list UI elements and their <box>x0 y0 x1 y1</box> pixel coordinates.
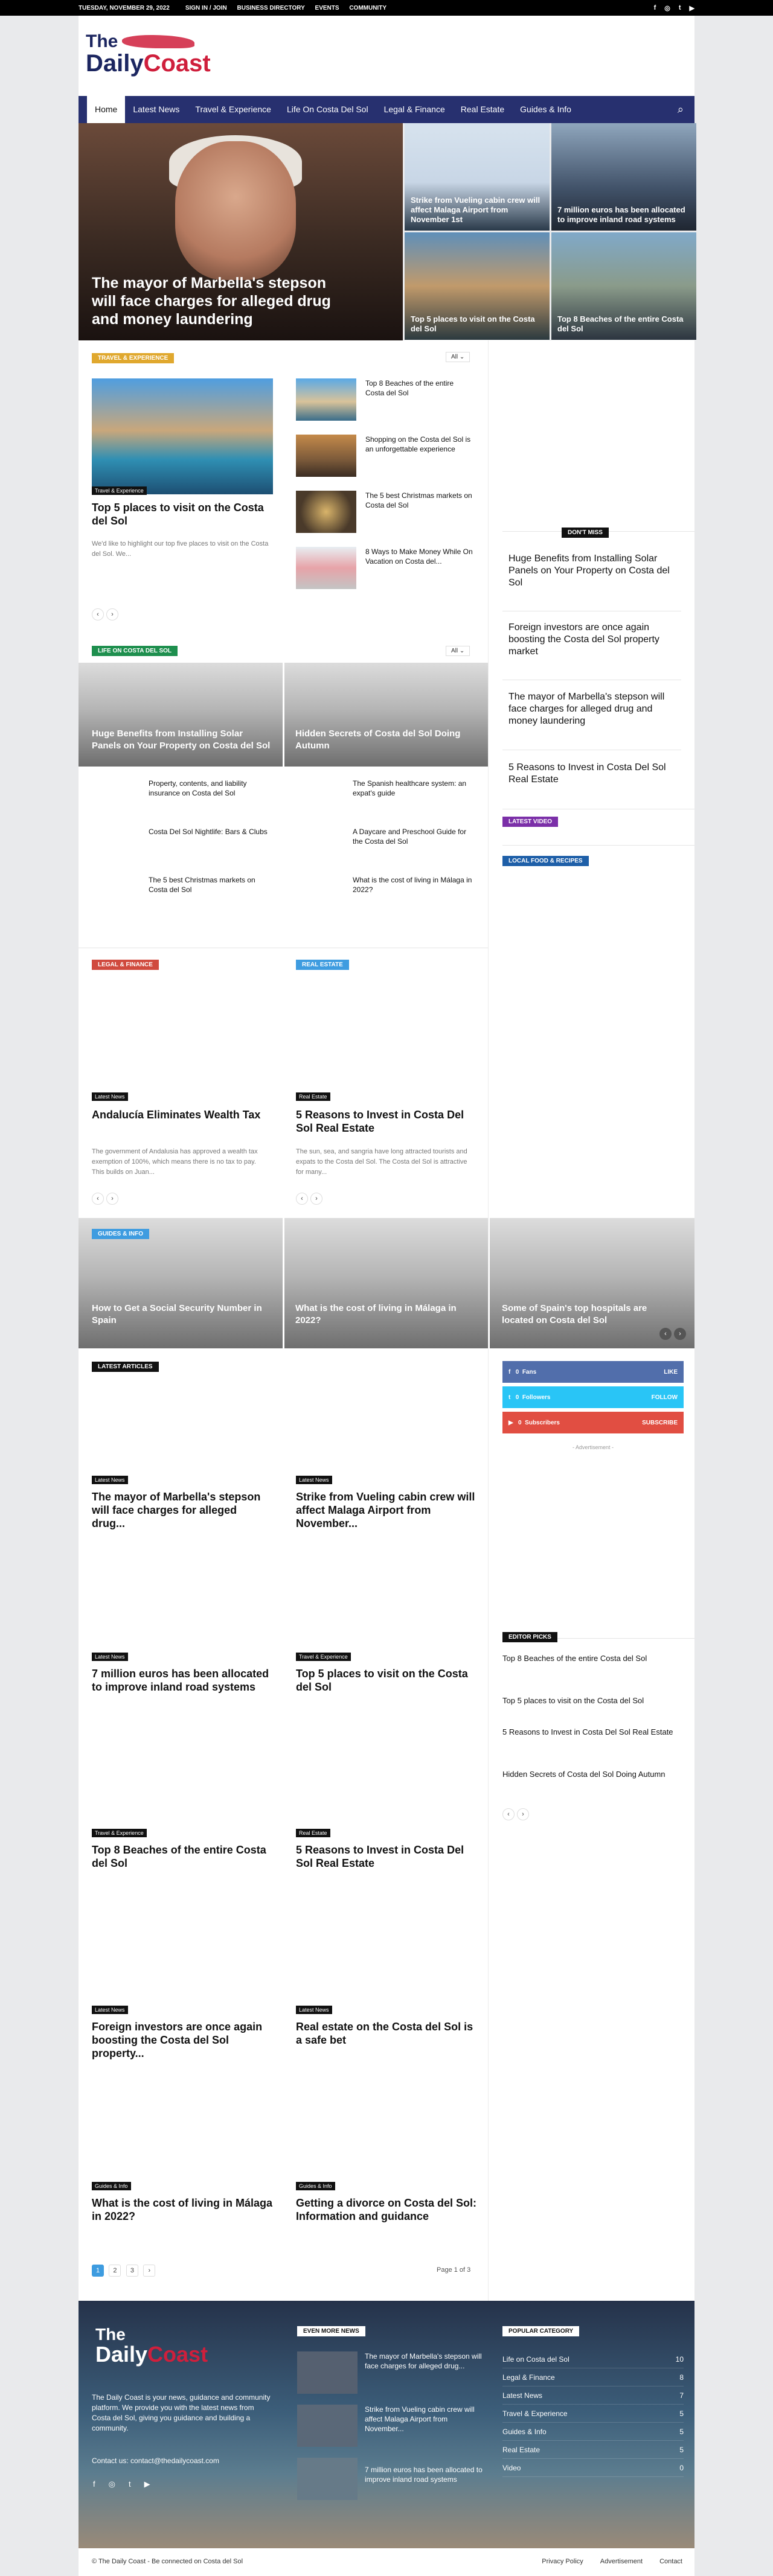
list-item[interactable]: Costa Del Sol Nightlife: Bars & Clubs <box>149 827 268 836</box>
article-title[interactable]: Getting a divorce on Costa del Sol: Information and guidance <box>296 2197 477 2222</box>
feature-title[interactable]: Hidden Secrets of Costa del Sol Doing Autumn <box>295 728 461 751</box>
category-tag[interactable]: Latest News <box>92 1653 128 1661</box>
fans-count: 0 <box>515 1368 519 1376</box>
category-item[interactable] <box>502 2459 684 2477</box>
subscribers-label: Subscribers <box>525 1419 560 1426</box>
category-tag[interactable]: Travel & Experience <box>296 1653 351 1661</box>
category-tag[interactable]: Real Estate <box>296 1092 330 1101</box>
travel-main-title[interactable]: Top 5 places to visit on the Costa del Sol <box>92 502 264 527</box>
list-item[interactable]: 8 Ways to Make Money While On Vacation on Costa del... <box>365 547 473 566</box>
prev-button[interactable]: ‹ <box>296 1193 308 1205</box>
facebook-icon[interactable]: f <box>93 2479 95 2488</box>
category-list <box>502 2350 684 2477</box>
subscribe-label[interactable]: SUBSCRIBE <box>642 1419 678 1426</box>
twitter-icon[interactable]: t <box>678 4 681 11</box>
facebook-icon: f <box>508 1368 511 1376</box>
article-title[interactable]: Andalucía Eliminates Wealth Tax <box>92 1109 261 1121</box>
guide-card[interactable] <box>284 1218 488 1348</box>
category-count: 5 <box>679 2446 684 2454</box>
next-button[interactable]: › <box>106 1193 118 1205</box>
twitter-follow-button[interactable] <box>502 1386 684 1408</box>
category-name: Life on Costa del Sol <box>502 2355 569 2364</box>
list-thumb[interactable] <box>296 378 356 421</box>
hero-image-face <box>175 141 296 280</box>
nav-travel[interactable]: Travel & Experience <box>195 104 271 114</box>
editor-pick[interactable]: Top 8 Beaches of the entire Costa del Sol <box>502 1654 647 1663</box>
youtube-icon[interactable]: ▶ <box>689 4 694 12</box>
editor-pick[interactable]: 5 Reasons to Invest in Costa Del Sol Real Estate <box>502 1727 673 1736</box>
list-thumb[interactable] <box>296 491 356 533</box>
page-info: Page 1 of 3 <box>437 2266 471 2274</box>
article-image[interactable] <box>296 1732 477 1829</box>
article-title[interactable]: Top 5 places to visit on the Costa del Sol <box>296 1668 468 1693</box>
article-title[interactable]: The mayor of Marbella's stepson will face charges for alleged drug... <box>92 1491 261 1529</box>
prev-button[interactable]: ‹ <box>659 1328 672 1340</box>
category-item[interactable] <box>502 2350 684 2368</box>
section-badge: REAL ESTATE <box>296 960 349 970</box>
article-title[interactable]: Real estate on the Costa del Sol is a safe bet <box>296 2021 473 2046</box>
article-title[interactable]: 7 million euros has been allocated to improve inland road systems <box>92 1668 269 1693</box>
subscribers-count: 0 <box>518 1419 522 1426</box>
twitter-icon: t <box>508 1394 511 1401</box>
pagination <box>92 2265 158 2277</box>
bottom-bar <box>79 2548 694 2576</box>
article-image[interactable] <box>92 1379 273 1476</box>
feature-title[interactable]: Huge Benefits from Installing Solar Panels on Your Property on Costa del Sol <box>92 728 271 751</box>
article-title[interactable]: 5 Reasons to Invest in Costa Del Sol Real Estate <box>296 1844 464 1869</box>
list-item[interactable]: Shopping on the Costa del Sol is an unforgettable experience <box>365 435 471 453</box>
more-news-item[interactable]: 7 million euros has been allocated to improve inland road systems <box>365 2466 483 2484</box>
sign-in-link[interactable]: SIGN IN / JOIN <box>185 4 227 11</box>
editor-pick[interactable]: Top 5 places to visit on the Costa del Sol <box>502 1696 644 1705</box>
guide-pager <box>659 1328 688 1340</box>
filter-label: All <box>451 648 458 654</box>
footer-social <box>93 2479 150 2489</box>
guide-title[interactable]: How to Get a Social Security Number in Spain <box>92 1303 262 1325</box>
section-badge: EDITOR PICKS <box>502 1632 557 1642</box>
instagram-icon[interactable]: ◎ <box>108 2479 115 2488</box>
category-name: Guides & Info <box>502 2428 547 2436</box>
category-tag[interactable]: Guides & Info <box>92 2182 131 2190</box>
article-image[interactable] <box>296 1909 477 2006</box>
nav-latest-news[interactable]: Latest News <box>133 104 180 114</box>
more-news-item[interactable]: Strike from Vueling cabin crew will affect Malaga Airport from November... <box>365 2405 475 2433</box>
category-count: 0 <box>679 2464 684 2472</box>
list-item[interactable]: The 5 best Christmas markets on Costa del Sol <box>149 876 255 894</box>
main-nav <box>79 96 694 123</box>
article-image[interactable] <box>92 1556 273 1653</box>
filter-dropdown[interactable]: All ⌄ <box>446 352 470 362</box>
category-name: Travel & Experience <box>502 2409 568 2418</box>
guide-title[interactable]: What is the cost of living in Málaga in 2022? <box>295 1303 457 1325</box>
events-link[interactable]: EVENTS <box>315 4 339 11</box>
article-image[interactable] <box>296 1556 477 1653</box>
section-badge: LEGAL & FINANCE <box>92 960 159 970</box>
category-tag[interactable]: Latest News <box>296 1476 332 1484</box>
logo-the: The <box>86 31 118 51</box>
hero-tile-title[interactable]: Top 5 places to visit on the Costa del Sol <box>411 314 535 333</box>
category-item[interactable] <box>502 2405 684 2423</box>
advertisement-link[interactable]: Advertisement <box>600 2558 643 2565</box>
next-button[interactable]: › <box>106 608 118 620</box>
youtube-subscribe-button[interactable] <box>502 1412 684 1433</box>
category-count: 8 <box>679 2373 684 2382</box>
category-tag[interactable]: Travel & Experience <box>92 1829 147 1837</box>
followers-label: Followers <box>522 1394 551 1401</box>
advertisement-label: - Advertisement - <box>572 1444 614 1450</box>
category-name: Video <box>502 2464 521 2472</box>
top-bar <box>0 0 773 16</box>
guide-card[interactable] <box>79 1218 283 1348</box>
business-directory-link[interactable]: BUSINESS DIRECTORY <box>237 4 305 11</box>
section-badge: TRAVEL & EXPERIENCE <box>92 353 174 363</box>
hero-main-title[interactable]: The mayor of Marbella's stepson will face charges for alleged drug and money laundering <box>92 275 331 328</box>
section-badge: EVEN MORE NEWS <box>297 2326 365 2336</box>
top-social <box>654 4 694 12</box>
more-thumb[interactable] <box>297 2458 358 2500</box>
list-item[interactable]: The Spanish healthcare system: an expat's guide <box>353 779 467 797</box>
follow-label[interactable]: FOLLOW <box>651 1394 678 1401</box>
article-image[interactable] <box>296 1379 477 1476</box>
community-link[interactable]: COMMUNITY <box>349 4 386 11</box>
page-3[interactable]: 3 <box>126 2265 138 2277</box>
footer-about: The Daily Coast is your news, guidance and community platform. We provide you with the latest news from Costa del Sol, giving you guidance and building a community. <box>92 2393 271 2432</box>
article-title[interactable]: Foreign investors are once again boosting the Costa del Sol property... <box>92 2021 263 2059</box>
hero-tile-title[interactable]: Strike from Vueling cabin crew will affect Malaga Airport from November 1st <box>411 196 540 224</box>
category-item[interactable] <box>502 2386 684 2405</box>
list-item[interactable]: A Daycare and Preschool Guide for the Costa del Sol <box>353 827 467 846</box>
page-1[interactable]: 1 <box>92 2265 104 2277</box>
prev-button[interactable]: ‹ <box>92 608 104 620</box>
more-thumb[interactable] <box>297 2351 358 2394</box>
category-tag[interactable]: Travel & Experience <box>92 486 147 495</box>
top-links <box>185 5 395 11</box>
hero-tile-title[interactable]: 7 million euros has been allocated to improve inland road systems <box>557 205 685 224</box>
hero-tile-title[interactable]: Top 8 Beaches of the entire Costa del Sol <box>557 314 684 333</box>
facebook-icon[interactable]: f <box>653 4 656 11</box>
youtube-icon: ▶ <box>508 1419 513 1426</box>
travel-main-image[interactable] <box>92 378 273 494</box>
page-2[interactable]: 2 <box>109 2265 121 2277</box>
next-button[interactable]: › <box>517 1808 529 1820</box>
category-count: 5 <box>679 2409 684 2418</box>
divider <box>502 845 694 846</box>
editor-pick[interactable]: Hidden Secrets of Costa del Sol Doing Autumn <box>502 1770 666 1779</box>
list-thumb[interactable] <box>296 547 356 589</box>
footer <box>79 2301 694 2548</box>
search-icon[interactable]: ⌕ <box>677 103 684 115</box>
guide-card[interactable] <box>490 1218 694 1348</box>
next-button[interactable]: › <box>674 1328 686 1340</box>
nav-life[interactable]: Life On Costa Del Sol <box>286 104 368 114</box>
like-label[interactable]: LIKE <box>664 1368 678 1376</box>
hero-tile[interactable] <box>551 232 696 340</box>
section-badge: POPULAR CATEGORY <box>502 2326 579 2336</box>
hero-grid <box>79 123 694 340</box>
fans-label: Fans <box>522 1368 537 1376</box>
prev-button[interactable]: ‹ <box>92 1193 104 1205</box>
contact-link[interactable]: Contact <box>659 2558 682 2565</box>
article-image[interactable] <box>92 2085 273 2182</box>
section-badge: LOCAL FOOD & RECIPES <box>502 856 589 866</box>
category-item[interactable] <box>502 2423 684 2441</box>
facebook-follow-button[interactable] <box>502 1361 684 1383</box>
hero-main[interactable] <box>79 123 403 340</box>
list-item[interactable]: Top 8 Beaches of the entire Costa del Sol <box>365 379 454 397</box>
article-title[interactable]: Top 8 Beaches of the entire Costa del Sol <box>92 1844 266 1869</box>
nav-home[interactable]: Home <box>87 96 125 123</box>
section-badge: LATEST ARTICLES <box>92 1362 159 1372</box>
logo-daily: Daily <box>86 50 144 77</box>
category-tag[interactable]: Real Estate <box>296 1829 330 1837</box>
article-excerpt: The government of Andalusia has approved a wealth tax exemption of 100%, which means there is no tax to pay. This builds on Juan... <box>92 1148 258 1176</box>
travel-pager <box>92 608 121 620</box>
realestate-pager <box>296 1193 325 1205</box>
site-logo[interactable] <box>86 31 211 81</box>
copyright: © The Daily Coast - Be connected on Costa del Sol <box>92 2558 243 2565</box>
nav-guides[interactable]: Guides & Info <box>520 104 571 114</box>
editor-pager <box>502 1808 531 1820</box>
nav-legal[interactable]: Legal & Finance <box>383 104 445 114</box>
sidebar-item[interactable]: Huge Benefits from Installing Solar Panels on Your Property on Costa del Sol <box>508 553 670 588</box>
article-image[interactable] <box>92 1909 273 2006</box>
header <box>79 16 694 96</box>
feature-card[interactable] <box>284 663 488 767</box>
sidebar-item[interactable]: The mayor of Marbella's stepson will face charges for alleged drug and money laundering <box>508 692 665 726</box>
bottom-links <box>542 2558 682 2565</box>
filter-label: All <box>451 354 458 360</box>
logo-coast: Coast <box>143 50 211 77</box>
list-item[interactable]: The 5 best Christmas markets on Costa del Sol <box>365 491 472 509</box>
list-thumb[interactable] <box>296 435 356 477</box>
travel-section <box>92 352 174 363</box>
category-tag[interactable]: Latest News <box>92 2006 128 2014</box>
category-item[interactable] <box>502 2368 684 2386</box>
category-tag[interactable]: Latest News <box>92 1092 128 1101</box>
next-page-button[interactable]: › <box>143 2265 155 2277</box>
section-badge: LATEST VIDEO <box>502 817 558 827</box>
footer-logo[interactable] <box>95 2326 216 2366</box>
next-button[interactable]: › <box>310 1193 322 1205</box>
section-badge: GUIDES & INFO <box>92 1229 149 1239</box>
article-image[interactable] <box>296 2085 477 2182</box>
article-title[interactable]: Strike from Vueling cabin crew will affect Malaga Airport from November... <box>296 1491 475 1529</box>
logo-the: The <box>95 2325 126 2344</box>
section-badge: LIFE ON COSTA DEL SOL <box>92 646 178 656</box>
guide-title[interactable]: Some of Spain's top hospitals are located on Costa del Sol <box>502 1303 647 1325</box>
footer-contact[interactable]: Contact us: contact@thedailycoast.com <box>92 2456 219 2465</box>
sidebar-item[interactable]: Foreign investors are once again boosting the Costa del Sol property market <box>508 622 659 657</box>
category-name: Legal & Finance <box>502 2373 555 2382</box>
prev-button[interactable]: ‹ <box>502 1808 515 1820</box>
category-tag[interactable]: Latest News <box>296 2006 332 2014</box>
sidebar-divider <box>488 340 489 2301</box>
list-item[interactable]: What is the cost of living in Málaga in 2022? <box>353 876 472 894</box>
more-thumb[interactable] <box>297 2405 358 2447</box>
category-count: 7 <box>679 2391 684 2400</box>
filter-dropdown[interactable]: All ⌄ <box>446 646 470 656</box>
category-name: Latest News <box>502 2391 543 2400</box>
instagram-icon[interactable]: ◎ <box>664 4 670 12</box>
logo-daily: Daily <box>95 2342 148 2367</box>
feature-card[interactable] <box>79 663 283 767</box>
youtube-icon[interactable]: ▶ <box>144 2479 150 2488</box>
hero-tile[interactable] <box>405 123 550 231</box>
legal-pager <box>92 1193 121 1205</box>
sidebar-item[interactable]: 5 Reasons to Invest in Costa Del Sol Real Estate <box>508 762 666 785</box>
list-item[interactable]: Property, contents, and liability insurance on Costa del Sol <box>149 779 247 797</box>
category-tag[interactable]: Latest News <box>92 1476 128 1484</box>
section-badge: DON'T MISS <box>562 528 609 538</box>
category-count: 10 <box>675 2355 684 2364</box>
category-name: Real Estate <box>502 2446 540 2454</box>
twitter-icon[interactable]: t <box>128 2479 131 2488</box>
logo-coast: Coast <box>147 2342 208 2367</box>
travel-main-excerpt: We'd like to highlight our top five places to visit on the Costa del Sol. We... <box>92 540 269 558</box>
category-tag[interactable]: Guides & Info <box>296 2182 335 2190</box>
nav-real-estate[interactable]: Real Estate <box>460 104 505 114</box>
hero-tile[interactable] <box>405 232 550 340</box>
article-title[interactable]: What is the cost of living in Málaga in 2022? <box>92 2197 273 2222</box>
hero-tile[interactable] <box>551 123 696 231</box>
current-date: TUESDAY, NOVEMBER 29, 2022 <box>79 4 170 11</box>
category-count: 5 <box>679 2428 684 2436</box>
more-news-item[interactable]: The mayor of Marbella's stepson will face charges for alleged drug... <box>365 2352 482 2370</box>
article-title[interactable]: 5 Reasons to Invest in Costa Del Sol Real Estate <box>296 1109 464 1134</box>
article-image[interactable] <box>92 1732 273 1829</box>
article-excerpt: The sun, sea, and sangria have long attracted tourists and expats to the Costa del Sol. The Costa del Sol is attractive for many... <box>296 1148 467 1176</box>
privacy-link[interactable]: Privacy Policy <box>542 2558 583 2565</box>
category-item[interactable] <box>502 2441 684 2459</box>
followers-count: 0 <box>515 1394 519 1401</box>
